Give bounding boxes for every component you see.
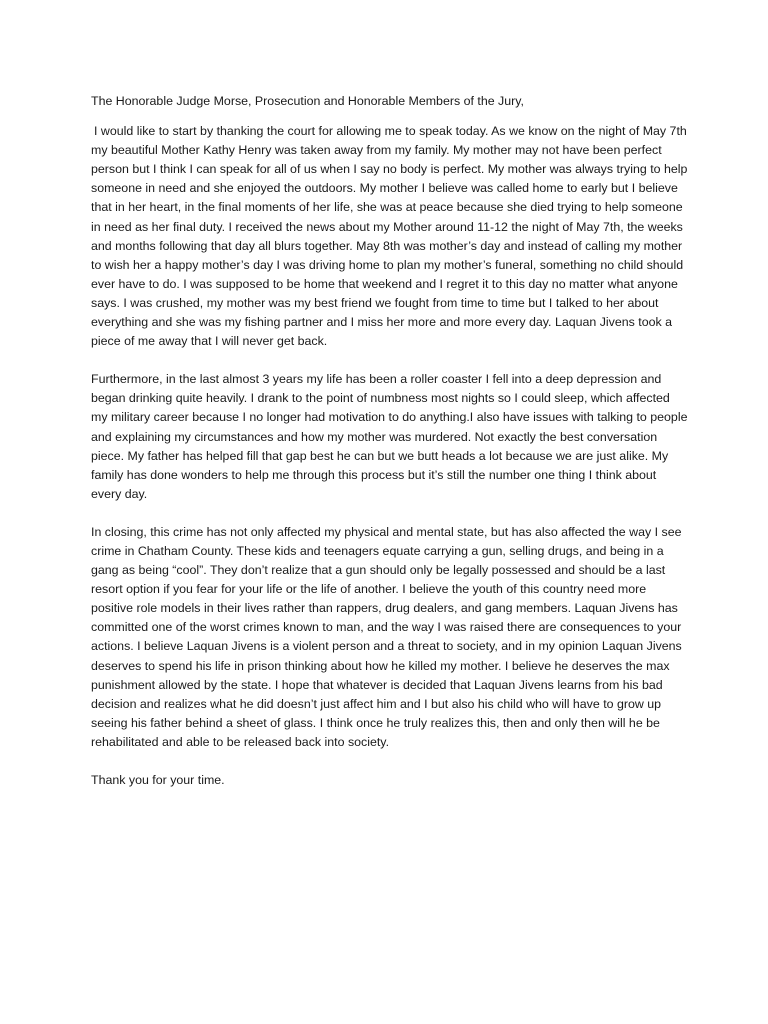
letter-page bbox=[91, 92, 689, 790]
letter-paragraph-opening: I would like to start by thanking the court for allowing me to speak today. As we know on the night of May 7th my beautiful Mother Kathy Henry was taken away from my family. My mother may not have been perfect person but I think I can speak for all of us when I say no body is perfect. My mother was always trying to help someone in need and she enjoyed the outdoors. My mother I believe was called home to early but I believe that in her heart, in the final moments of her life, she was at peace because she died trying to help someone in need as her final duty. I received the news about my Mother around 11-12 the night of May 7th, the weeks and months following that day all blurs together. May 8th was mother’s day and instead of calling my mother to wish her a happy mother’s day I was driving home to plan my mother’s funeral, something no child should ever have to do. I was supposed to be home that weekend and I regret it to this day no matter what anyone says. I was crushed, my mother was my best friend we fought from time to time but I talked to her about everything and she was my fishing partner and I miss her more and more every day. Laquan Jivens took a piece of me away that I will never get back. bbox=[91, 124, 688, 349]
letter-sign-off: Thank you for your time. bbox=[91, 773, 225, 787]
letter-paragraph-impact: Furthermore, in the last almost 3 years my life has been a roller coaster I fell into a deep depression and began drinking quite heavily. I drank to the point of numbness most nights so I could sleep, which affected my military career because I no longer had motivation to do anything.I also have issues with talking to people and explaining my circumstances and how my mother was murdered. Not exactly the best conversation piece. My father has helped fill that gap best he can but we butt heads a lot because we are just alike. My family has done wonders to help me through this process but it’s still the number one thing I think about every day. bbox=[91, 372, 688, 501]
letter-paragraph-closing-argument: In closing, this crime has not only affected my physical and mental state, but has also affected the way I see crime in Chatham County. These kids and teenagers equate carrying a gun, selling drugs, and being in a gang as being “cool”. They don’t realize that a gun should only be legally possessed and should be a last resort option if you fear for your life or the life of another. I believe the youth of this country need more positive role models in their lives rather than rappers, drug dealers, and gang members. Laquan Jivens has committed one of the worst crimes known to man, and the way I was raised there are consequences to your actions. I believe Laquan Jivens is a violent person and a threat to society, and in my opinion Laquan Jivens deserves to spend his life in prison thinking about how he killed my mother. I believe he deserves the max punishment allowed by the state. I hope that whatever is decided that Laquan Jivens learns from his bad decision and realizes what he did doesn’t just affect him and I but also his child who will have to grow up seeing his father behind a sheet of glass. I think once he truly realizes this, then and only then will he be rehabilitated and able to be released back into society. bbox=[91, 524, 682, 749]
letter-salutation: The Honorable Judge Morse, Prosecution and Honorable Members of the Jury, bbox=[91, 94, 524, 108]
